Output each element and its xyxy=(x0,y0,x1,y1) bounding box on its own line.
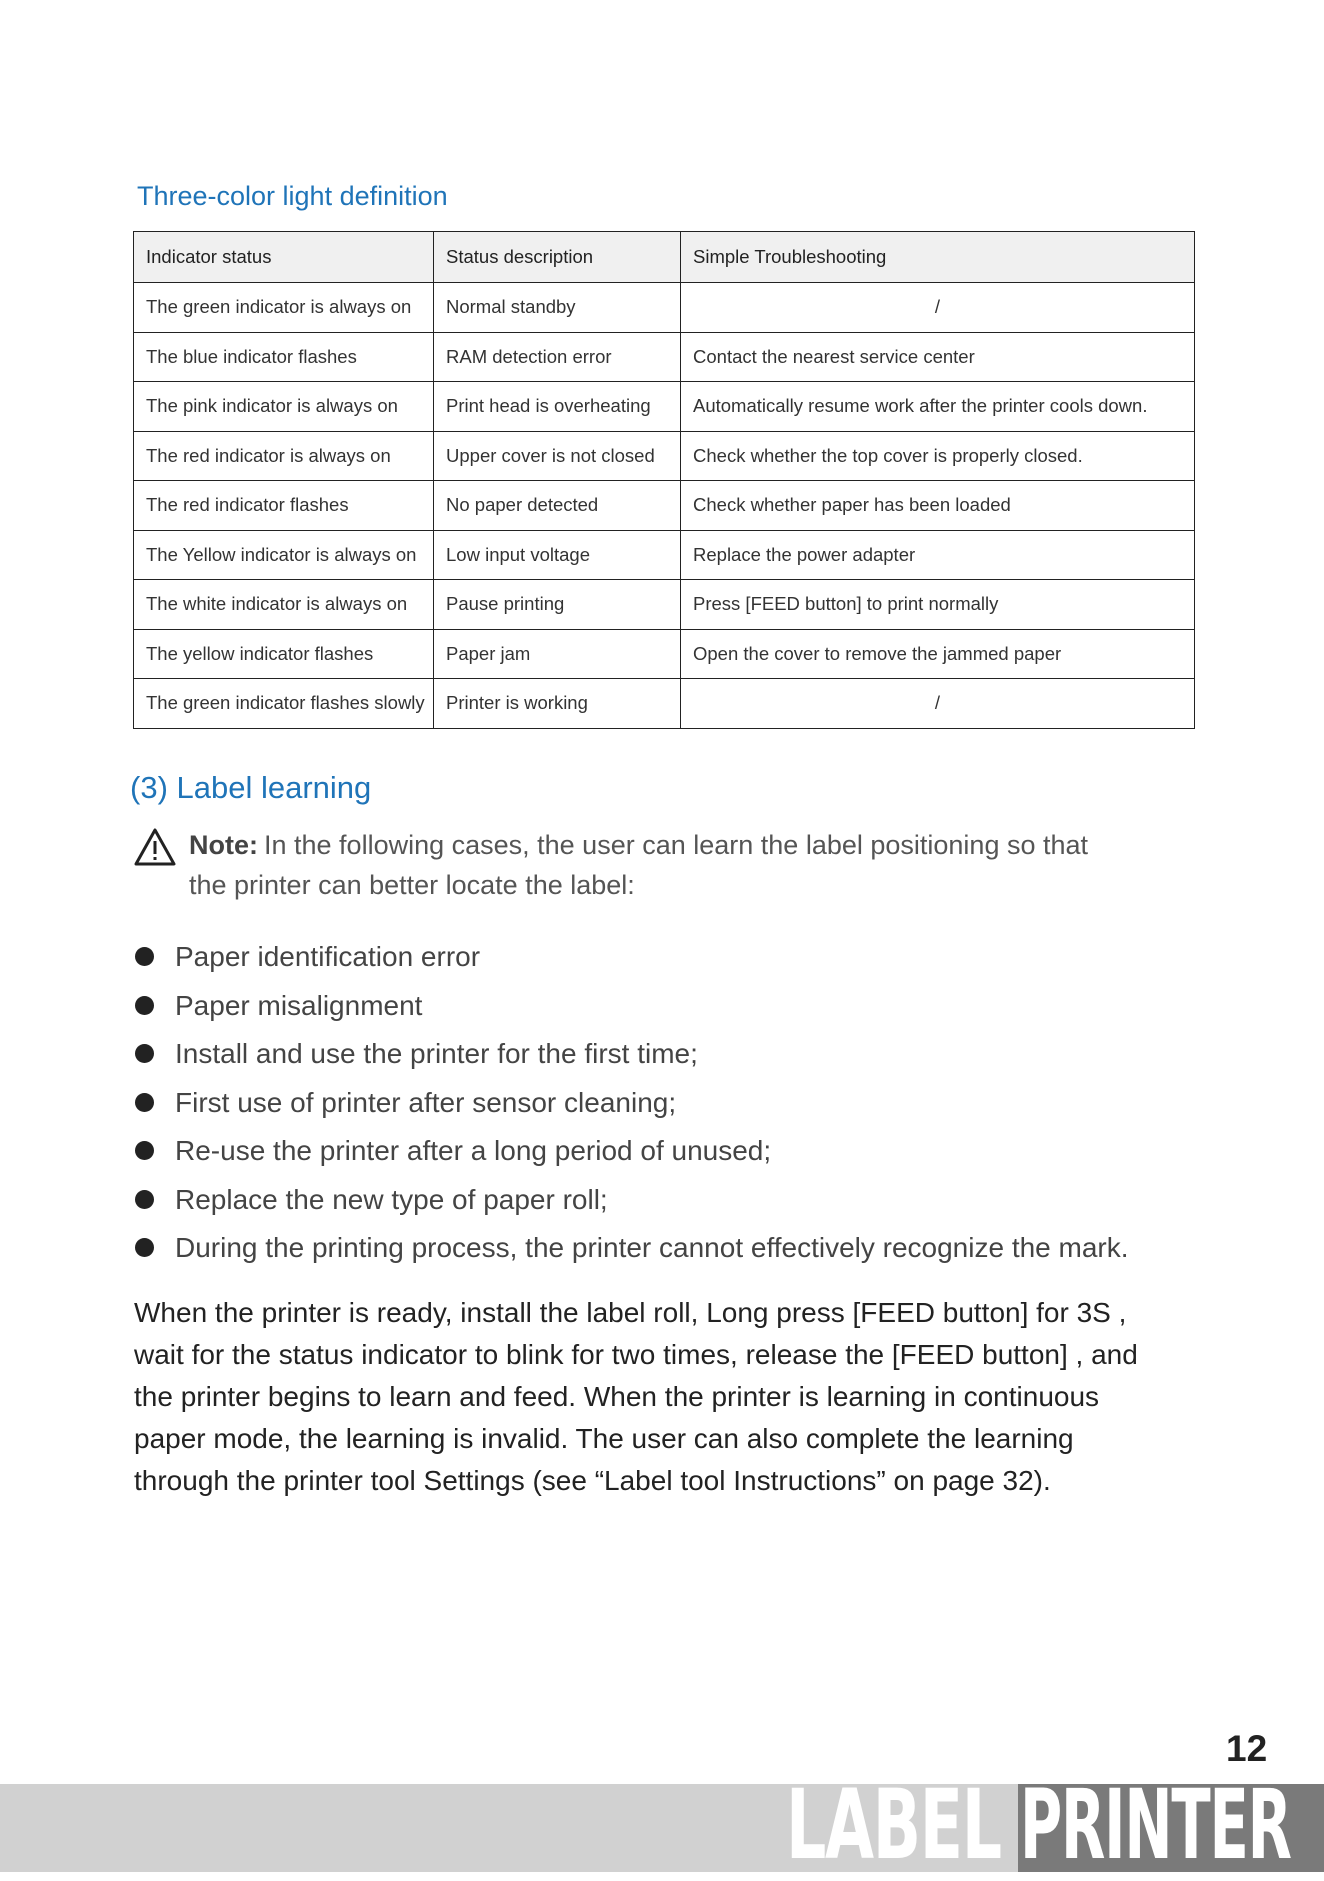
indicator-status-cell: The blue indicator flashes xyxy=(134,332,434,382)
table-header-row xyxy=(134,232,1195,283)
column-header: Simple Troubleshooting xyxy=(681,232,1195,283)
bullet-icon xyxy=(135,996,154,1015)
list-item xyxy=(133,986,1129,1035)
status-description-cell: Paper jam xyxy=(434,629,681,679)
status-description-cell: RAM detection error xyxy=(434,332,681,382)
paragraph-line: through the printer tool Settings (see “Label tool Instructions” on page 32). xyxy=(134,1465,1051,1496)
list-item-text: During the printing process, the printer cannot effectively recognize the mark. xyxy=(175,1232,1129,1263)
indicator-status-cell: The pink indicator is always on xyxy=(134,382,434,432)
bullet-icon xyxy=(135,1044,154,1063)
status-description-cell: Printer is working xyxy=(434,679,681,729)
table-row xyxy=(134,580,1195,630)
warning-triangle-icon xyxy=(133,827,177,867)
paragraph-line: wait for the status indicator to blink for two times, release the [FEED button] , and xyxy=(134,1339,1138,1370)
indicator-status-cell: The red indicator is always on xyxy=(134,431,434,481)
table-row xyxy=(134,431,1195,481)
list-item-text: Paper misalignment xyxy=(175,989,423,1021)
status-description-cell: Print head is overheating xyxy=(434,382,681,432)
note-label: Note: xyxy=(189,830,258,860)
indicator-status-cell: The white indicator is always on xyxy=(134,580,434,630)
paragraph-line: When the printer is ready, install the label roll, Long press [FEED button] for 3S , xyxy=(134,1297,1127,1328)
indicator-status-cell: The yellow indicator flashes xyxy=(134,629,434,679)
list-item xyxy=(133,1034,1129,1083)
status-description-cell: Normal standby xyxy=(434,283,681,333)
table-row xyxy=(134,629,1195,679)
list-item xyxy=(133,1131,1129,1180)
list-item-text: Paper identification error xyxy=(175,941,481,972)
status-description-cell: Low input voltage xyxy=(434,530,681,580)
list-item xyxy=(133,1228,1129,1277)
troubleshooting-cell: Press [FEED button] to print normally xyxy=(681,580,1195,630)
note-text: In the following cases, the user can learn the label positioning so that the printer can better locate the label: xyxy=(189,830,1089,900)
indicator-status-cell: The red indicator flashes xyxy=(134,481,434,531)
indicator-status-cell: The green indicator flashes slowly xyxy=(134,679,434,729)
status-description-cell: No paper detected xyxy=(434,481,681,531)
list-item-text: First use of printer after sensor cleaning; xyxy=(175,1086,677,1118)
column-header: Status description xyxy=(434,232,681,283)
paragraph-line: the printer begins to learn and feed. When the printer is learning in continuous xyxy=(134,1381,1100,1412)
table-row xyxy=(134,679,1195,729)
troubleshooting-cell: Check whether paper has been loaded xyxy=(681,481,1195,531)
troubleshooting-cell: Check whether the top cover is properly closed. xyxy=(681,431,1195,481)
brand-word-label: LABEL xyxy=(786,1769,1001,1881)
list-item-text: Replace the new type of paper roll; xyxy=(175,1183,608,1215)
bullet-icon xyxy=(135,1238,154,1257)
table-row xyxy=(134,382,1195,432)
bullet-icon xyxy=(135,947,154,966)
indicator-status-cell: The Yellow indicator is always on xyxy=(134,530,434,580)
brand-word-printer: PRINTER xyxy=(1020,1769,1291,1881)
troubleshooting-cell: Automatically resume work after the printer cools down. xyxy=(681,382,1195,432)
status-description-cell: Upper cover is not closed xyxy=(434,431,681,481)
paragraph-line: paper mode, the learning is invalid. The user can also complete the learning xyxy=(134,1423,1074,1454)
table-row xyxy=(134,332,1195,382)
table-row xyxy=(134,283,1195,333)
list-item xyxy=(133,937,1129,986)
indicator-status-cell: The green indicator is always on xyxy=(134,283,434,333)
table-title: Three-color light definition xyxy=(137,181,448,211)
indicator-status-table xyxy=(133,231,1195,729)
troubleshooting-cell: / xyxy=(681,283,1195,333)
learning-cases-list xyxy=(133,937,1129,1277)
note-text-wrapper xyxy=(133,825,1133,905)
learning-instructions-paragraph xyxy=(134,1292,1194,1502)
table-row xyxy=(134,481,1195,531)
list-item-text: Install and use the printer for the first time; xyxy=(175,1038,698,1069)
list-item xyxy=(133,1083,1129,1132)
list-item xyxy=(133,1180,1129,1229)
troubleshooting-cell: Open the cover to remove the jammed paper xyxy=(681,629,1195,679)
page-number: 12 xyxy=(1226,1728,1268,1769)
troubleshooting-cell: Replace the power adapter xyxy=(681,530,1195,580)
bullet-icon xyxy=(135,1093,154,1112)
status-description-cell: Pause printing xyxy=(434,580,681,630)
troubleshooting-cell: Contact the nearest service center xyxy=(681,332,1195,382)
troubleshooting-cell: / xyxy=(681,679,1195,729)
bullet-icon xyxy=(135,1141,154,1160)
table-row xyxy=(134,530,1195,580)
list-item-text: Re-use the printer after a long period of unused; xyxy=(175,1135,772,1166)
column-header: Indicator status xyxy=(134,232,434,283)
bullet-icon xyxy=(135,1190,154,1209)
note-block xyxy=(133,825,1133,905)
label-learning-heading: (3) Label learning xyxy=(130,770,372,805)
